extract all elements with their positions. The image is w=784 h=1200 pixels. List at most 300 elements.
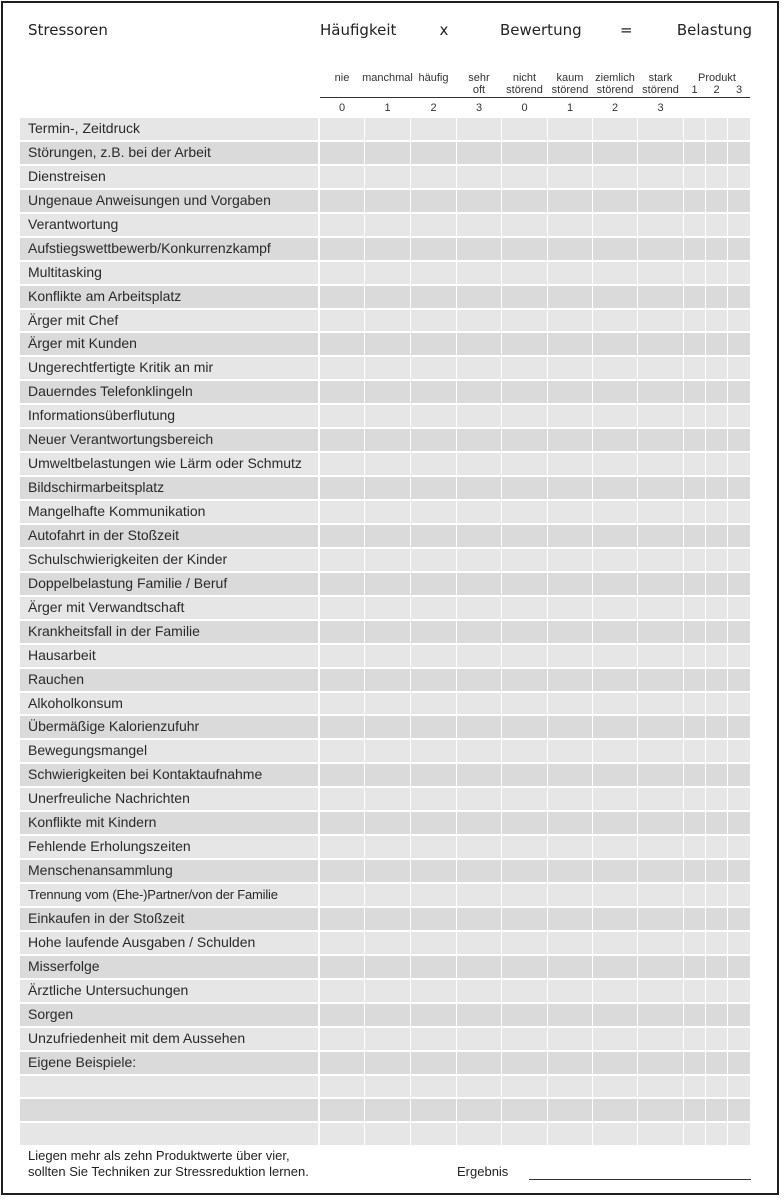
haeufigkeit-cell[interactable]	[457, 477, 501, 499]
haeufigkeit-cell[interactable]	[365, 381, 410, 403]
produkt-cell[interactable]	[728, 597, 750, 619]
haeufigkeit-cell[interactable]	[457, 836, 501, 858]
haeufigkeit-cell[interactable]	[457, 1099, 501, 1121]
bewertung-cell[interactable]	[593, 669, 637, 691]
ergebnis-input-line[interactable]	[529, 1179, 751, 1180]
bewertung-cell[interactable]	[548, 286, 592, 308]
produkt-cell[interactable]	[706, 932, 727, 954]
bewertung-cell[interactable]	[502, 525, 547, 547]
haeufigkeit-cell[interactable]	[411, 357, 456, 379]
haeufigkeit-cell[interactable]	[411, 1076, 456, 1098]
bewertung-cell[interactable]	[593, 1004, 637, 1026]
bewertung-cell[interactable]	[502, 669, 547, 691]
produkt-cell[interactable]	[706, 1004, 727, 1026]
produkt-cell[interactable]	[728, 1004, 750, 1026]
produkt-cell[interactable]	[728, 118, 750, 140]
haeufigkeit-cell[interactable]	[320, 333, 364, 355]
haeufigkeit-cell[interactable]	[411, 333, 456, 355]
haeufigkeit-cell[interactable]	[320, 381, 364, 403]
bewertung-cell[interactable]	[593, 597, 637, 619]
bewertung-cell[interactable]	[593, 573, 637, 595]
bewertung-cell[interactable]	[548, 525, 592, 547]
haeufigkeit-cell[interactable]	[457, 1076, 501, 1098]
bewertung-cell[interactable]	[548, 357, 592, 379]
haeufigkeit-cell[interactable]	[320, 860, 364, 882]
bewertung-cell[interactable]	[548, 693, 592, 715]
bewertung-cell[interactable]	[638, 357, 683, 379]
haeufigkeit-cell[interactable]	[320, 118, 364, 140]
produkt-cell[interactable]	[684, 597, 705, 619]
produkt-cell[interactable]	[684, 1076, 705, 1098]
haeufigkeit-cell[interactable]	[411, 812, 456, 834]
bewertung-cell[interactable]	[502, 956, 547, 978]
bewertung-cell[interactable]	[502, 190, 547, 212]
haeufigkeit-cell[interactable]	[365, 214, 410, 236]
bewertung-cell[interactable]	[638, 142, 683, 164]
haeufigkeit-cell[interactable]	[411, 788, 456, 810]
haeufigkeit-cell[interactable]	[320, 1099, 364, 1121]
bewertung-cell[interactable]	[502, 1028, 547, 1050]
produkt-cell[interactable]	[684, 477, 705, 499]
haeufigkeit-cell[interactable]	[365, 1028, 410, 1050]
bewertung-cell[interactable]	[593, 357, 637, 379]
bewertung-cell[interactable]	[548, 1099, 592, 1121]
haeufigkeit-cell[interactable]	[411, 190, 456, 212]
haeufigkeit-cell[interactable]	[365, 956, 410, 978]
haeufigkeit-cell[interactable]	[365, 286, 410, 308]
bewertung-cell[interactable]	[593, 884, 637, 906]
haeufigkeit-cell[interactable]	[457, 621, 501, 643]
produkt-cell[interactable]	[684, 549, 705, 571]
haeufigkeit-cell[interactable]	[365, 1004, 410, 1026]
bewertung-cell[interactable]	[593, 908, 637, 930]
haeufigkeit-cell[interactable]	[320, 908, 364, 930]
haeufigkeit-cell[interactable]	[411, 764, 456, 786]
produkt-cell[interactable]	[728, 908, 750, 930]
bewertung-cell[interactable]	[548, 764, 592, 786]
produkt-cell[interactable]	[706, 310, 727, 332]
haeufigkeit-cell[interactable]	[457, 788, 501, 810]
haeufigkeit-cell[interactable]	[411, 621, 456, 643]
haeufigkeit-cell[interactable]	[457, 166, 501, 188]
haeufigkeit-cell[interactable]	[365, 980, 410, 1002]
produkt-cell[interactable]	[706, 980, 727, 1002]
produkt-cell[interactable]	[684, 812, 705, 834]
produkt-cell[interactable]	[728, 405, 750, 427]
produkt-cell[interactable]	[684, 286, 705, 308]
bewertung-cell[interactable]	[502, 453, 547, 475]
haeufigkeit-cell[interactable]	[320, 980, 364, 1002]
haeufigkeit-cell[interactable]	[320, 932, 364, 954]
bewertung-cell[interactable]	[502, 908, 547, 930]
haeufigkeit-cell[interactable]	[365, 693, 410, 715]
haeufigkeit-cell[interactable]	[320, 286, 364, 308]
bewertung-cell[interactable]	[548, 884, 592, 906]
haeufigkeit-cell[interactable]	[457, 238, 501, 260]
produkt-cell[interactable]	[706, 740, 727, 762]
produkt-cell[interactable]	[706, 908, 727, 930]
produkt-cell[interactable]	[728, 884, 750, 906]
haeufigkeit-cell[interactable]	[320, 501, 364, 523]
haeufigkeit-cell[interactable]	[365, 836, 410, 858]
haeufigkeit-cell[interactable]	[365, 310, 410, 332]
produkt-cell[interactable]	[684, 1052, 705, 1074]
bewertung-cell[interactable]	[548, 477, 592, 499]
bewertung-cell[interactable]	[548, 956, 592, 978]
haeufigkeit-cell[interactable]	[411, 238, 456, 260]
haeufigkeit-cell[interactable]	[365, 740, 410, 762]
haeufigkeit-cell[interactable]	[320, 405, 364, 427]
produkt-cell[interactable]	[706, 693, 727, 715]
haeufigkeit-cell[interactable]	[411, 860, 456, 882]
haeufigkeit-cell[interactable]	[320, 764, 364, 786]
haeufigkeit-cell[interactable]	[365, 1052, 410, 1074]
bewertung-cell[interactable]	[502, 884, 547, 906]
haeufigkeit-cell[interactable]	[411, 142, 456, 164]
bewertung-cell[interactable]	[593, 549, 637, 571]
haeufigkeit-cell[interactable]	[365, 238, 410, 260]
haeufigkeit-cell[interactable]	[320, 1076, 364, 1098]
haeufigkeit-cell[interactable]	[320, 453, 364, 475]
produkt-cell[interactable]	[728, 645, 750, 667]
bewertung-cell[interactable]	[593, 214, 637, 236]
haeufigkeit-cell[interactable]	[320, 357, 364, 379]
haeufigkeit-cell[interactable]	[320, 884, 364, 906]
haeufigkeit-cell[interactable]	[365, 262, 410, 284]
haeufigkeit-cell[interactable]	[457, 333, 501, 355]
haeufigkeit-cell[interactable]	[365, 405, 410, 427]
haeufigkeit-cell[interactable]	[411, 1099, 456, 1121]
haeufigkeit-cell[interactable]	[320, 716, 364, 738]
haeufigkeit-cell[interactable]	[320, 597, 364, 619]
produkt-cell[interactable]	[728, 333, 750, 355]
bewertung-cell[interactable]	[638, 860, 683, 882]
produkt-cell[interactable]	[706, 1028, 727, 1050]
haeufigkeit-cell[interactable]	[365, 621, 410, 643]
produkt-cell[interactable]	[728, 190, 750, 212]
haeufigkeit-cell[interactable]	[365, 908, 410, 930]
produkt-cell[interactable]	[728, 501, 750, 523]
bewertung-cell[interactable]	[502, 1099, 547, 1121]
produkt-cell[interactable]	[684, 118, 705, 140]
produkt-cell[interactable]	[684, 908, 705, 930]
haeufigkeit-cell[interactable]	[320, 573, 364, 595]
produkt-cell[interactable]	[706, 597, 727, 619]
haeufigkeit-cell[interactable]	[457, 262, 501, 284]
bewertung-cell[interactable]	[638, 405, 683, 427]
produkt-cell[interactable]	[706, 836, 727, 858]
bewertung-cell[interactable]	[548, 166, 592, 188]
produkt-cell[interactable]	[728, 932, 750, 954]
bewertung-cell[interactable]	[638, 1099, 683, 1121]
haeufigkeit-cell[interactable]	[365, 166, 410, 188]
produkt-cell[interactable]	[728, 1123, 750, 1145]
haeufigkeit-cell[interactable]	[365, 477, 410, 499]
bewertung-cell[interactable]	[548, 190, 592, 212]
bewertung-cell[interactable]	[502, 716, 547, 738]
produkt-cell[interactable]	[706, 405, 727, 427]
bewertung-cell[interactable]	[593, 788, 637, 810]
produkt-cell[interactable]	[706, 525, 727, 547]
bewertung-cell[interactable]	[638, 812, 683, 834]
haeufigkeit-cell[interactable]	[320, 214, 364, 236]
produkt-cell[interactable]	[706, 788, 727, 810]
haeufigkeit-cell[interactable]	[457, 645, 501, 667]
haeufigkeit-cell[interactable]	[320, 525, 364, 547]
haeufigkeit-cell[interactable]	[320, 166, 364, 188]
haeufigkeit-cell[interactable]	[411, 693, 456, 715]
haeufigkeit-cell[interactable]	[411, 1123, 456, 1145]
haeufigkeit-cell[interactable]	[411, 884, 456, 906]
haeufigkeit-cell[interactable]	[365, 1099, 410, 1121]
bewertung-cell[interactable]	[502, 381, 547, 403]
haeufigkeit-cell[interactable]	[457, 573, 501, 595]
bewertung-cell[interactable]	[593, 1076, 637, 1098]
haeufigkeit-cell[interactable]	[320, 669, 364, 691]
haeufigkeit-cell[interactable]	[457, 669, 501, 691]
produkt-cell[interactable]	[706, 549, 727, 571]
produkt-cell[interactable]	[728, 956, 750, 978]
bewertung-cell[interactable]	[593, 740, 637, 762]
bewertung-cell[interactable]	[548, 1028, 592, 1050]
produkt-cell[interactable]	[728, 286, 750, 308]
bewertung-cell[interactable]	[502, 333, 547, 355]
produkt-cell[interactable]	[684, 669, 705, 691]
haeufigkeit-cell[interactable]	[411, 1028, 456, 1050]
bewertung-cell[interactable]	[593, 118, 637, 140]
haeufigkeit-cell[interactable]	[320, 262, 364, 284]
bewertung-cell[interactable]	[638, 980, 683, 1002]
bewertung-cell[interactable]	[593, 310, 637, 332]
produkt-cell[interactable]	[706, 214, 727, 236]
haeufigkeit-cell[interactable]	[411, 597, 456, 619]
produkt-cell[interactable]	[728, 525, 750, 547]
haeufigkeit-cell[interactable]	[365, 764, 410, 786]
bewertung-cell[interactable]	[548, 214, 592, 236]
produkt-cell[interactable]	[684, 142, 705, 164]
haeufigkeit-cell[interactable]	[365, 118, 410, 140]
haeufigkeit-cell[interactable]	[457, 1004, 501, 1026]
haeufigkeit-cell[interactable]	[365, 932, 410, 954]
bewertung-cell[interactable]	[638, 1052, 683, 1074]
haeufigkeit-cell[interactable]	[457, 381, 501, 403]
produkt-cell[interactable]	[706, 190, 727, 212]
haeufigkeit-cell[interactable]	[365, 669, 410, 691]
bewertung-cell[interactable]	[593, 405, 637, 427]
bewertung-cell[interactable]	[548, 262, 592, 284]
bewertung-cell[interactable]	[638, 669, 683, 691]
haeufigkeit-cell[interactable]	[320, 429, 364, 451]
haeufigkeit-cell[interactable]	[411, 1004, 456, 1026]
produkt-cell[interactable]	[684, 381, 705, 403]
produkt-cell[interactable]	[728, 860, 750, 882]
haeufigkeit-cell[interactable]	[411, 645, 456, 667]
bewertung-cell[interactable]	[502, 286, 547, 308]
bewertung-cell[interactable]	[502, 764, 547, 786]
haeufigkeit-cell[interactable]	[457, 908, 501, 930]
bewertung-cell[interactable]	[548, 549, 592, 571]
produkt-cell[interactable]	[706, 357, 727, 379]
produkt-cell[interactable]	[706, 501, 727, 523]
produkt-cell[interactable]	[684, 333, 705, 355]
produkt-cell[interactable]	[684, 214, 705, 236]
haeufigkeit-cell[interactable]	[411, 908, 456, 930]
bewertung-cell[interactable]	[548, 238, 592, 260]
haeufigkeit-cell[interactable]	[411, 166, 456, 188]
haeufigkeit-cell[interactable]	[320, 238, 364, 260]
haeufigkeit-cell[interactable]	[411, 118, 456, 140]
produkt-cell[interactable]	[728, 788, 750, 810]
haeufigkeit-cell[interactable]	[457, 501, 501, 523]
bewertung-cell[interactable]	[502, 645, 547, 667]
produkt-cell[interactable]	[706, 860, 727, 882]
produkt-cell[interactable]	[684, 1004, 705, 1026]
bewertung-cell[interactable]	[548, 908, 592, 930]
haeufigkeit-cell[interactable]	[320, 812, 364, 834]
bewertung-cell[interactable]	[593, 860, 637, 882]
haeufigkeit-cell[interactable]	[411, 477, 456, 499]
produkt-cell[interactable]	[728, 980, 750, 1002]
bewertung-cell[interactable]	[638, 286, 683, 308]
produkt-cell[interactable]	[684, 501, 705, 523]
bewertung-cell[interactable]	[593, 477, 637, 499]
haeufigkeit-cell[interactable]	[411, 429, 456, 451]
bewertung-cell[interactable]	[593, 190, 637, 212]
bewertung-cell[interactable]	[638, 573, 683, 595]
produkt-cell[interactable]	[728, 310, 750, 332]
bewertung-cell[interactable]	[548, 812, 592, 834]
haeufigkeit-cell[interactable]	[320, 477, 364, 499]
haeufigkeit-cell[interactable]	[457, 693, 501, 715]
bewertung-cell[interactable]	[502, 405, 547, 427]
bewertung-cell[interactable]	[638, 740, 683, 762]
bewertung-cell[interactable]	[638, 1004, 683, 1026]
haeufigkeit-cell[interactable]	[457, 956, 501, 978]
produkt-cell[interactable]	[684, 956, 705, 978]
produkt-cell[interactable]	[728, 693, 750, 715]
bewertung-cell[interactable]	[638, 645, 683, 667]
bewertung-cell[interactable]	[593, 1028, 637, 1050]
bewertung-cell[interactable]	[593, 333, 637, 355]
haeufigkeit-cell[interactable]	[365, 429, 410, 451]
haeufigkeit-cell[interactable]	[457, 214, 501, 236]
bewertung-cell[interactable]	[638, 501, 683, 523]
bewertung-cell[interactable]	[593, 501, 637, 523]
bewertung-cell[interactable]	[638, 908, 683, 930]
produkt-cell[interactable]	[728, 1076, 750, 1098]
produkt-cell[interactable]	[728, 429, 750, 451]
bewertung-cell[interactable]	[593, 836, 637, 858]
bewertung-cell[interactable]	[638, 1123, 683, 1145]
bewertung-cell[interactable]	[548, 405, 592, 427]
haeufigkeit-cell[interactable]	[365, 549, 410, 571]
haeufigkeit-cell[interactable]	[457, 142, 501, 164]
haeufigkeit-cell[interactable]	[457, 1028, 501, 1050]
bewertung-cell[interactable]	[638, 1028, 683, 1050]
bewertung-cell[interactable]	[638, 333, 683, 355]
bewertung-cell[interactable]	[548, 118, 592, 140]
produkt-cell[interactable]	[728, 812, 750, 834]
produkt-cell[interactable]	[706, 381, 727, 403]
produkt-cell[interactable]	[706, 1052, 727, 1074]
bewertung-cell[interactable]	[548, 716, 592, 738]
produkt-cell[interactable]	[706, 1123, 727, 1145]
haeufigkeit-cell[interactable]	[457, 1052, 501, 1074]
bewertung-cell[interactable]	[548, 429, 592, 451]
bewertung-cell[interactable]	[638, 597, 683, 619]
bewertung-cell[interactable]	[502, 477, 547, 499]
haeufigkeit-cell[interactable]	[411, 573, 456, 595]
bewertung-cell[interactable]	[638, 214, 683, 236]
bewertung-cell[interactable]	[593, 525, 637, 547]
bewertung-cell[interactable]	[502, 980, 547, 1002]
bewertung-cell[interactable]	[638, 788, 683, 810]
haeufigkeit-cell[interactable]	[411, 262, 456, 284]
bewertung-cell[interactable]	[593, 764, 637, 786]
haeufigkeit-cell[interactable]	[320, 693, 364, 715]
produkt-cell[interactable]	[728, 621, 750, 643]
bewertung-cell[interactable]	[502, 1052, 547, 1074]
bewertung-cell[interactable]	[502, 740, 547, 762]
bewertung-cell[interactable]	[593, 716, 637, 738]
bewertung-cell[interactable]	[548, 453, 592, 475]
haeufigkeit-cell[interactable]	[320, 190, 364, 212]
bewertung-cell[interactable]	[593, 142, 637, 164]
produkt-cell[interactable]	[728, 262, 750, 284]
produkt-cell[interactable]	[706, 645, 727, 667]
produkt-cell[interactable]	[728, 549, 750, 571]
produkt-cell[interactable]	[706, 669, 727, 691]
bewertung-cell[interactable]	[593, 429, 637, 451]
produkt-cell[interactable]	[728, 1099, 750, 1121]
produkt-cell[interactable]	[728, 214, 750, 236]
bewertung-cell[interactable]	[638, 836, 683, 858]
haeufigkeit-cell[interactable]	[457, 812, 501, 834]
haeufigkeit-cell[interactable]	[411, 1052, 456, 1074]
produkt-cell[interactable]	[706, 573, 727, 595]
bewertung-cell[interactable]	[548, 980, 592, 1002]
haeufigkeit-cell[interactable]	[457, 453, 501, 475]
haeufigkeit-cell[interactable]	[365, 333, 410, 355]
bewertung-cell[interactable]	[502, 142, 547, 164]
produkt-cell[interactable]	[728, 381, 750, 403]
produkt-cell[interactable]	[706, 884, 727, 906]
produkt-cell[interactable]	[684, 693, 705, 715]
produkt-cell[interactable]	[684, 932, 705, 954]
bewertung-cell[interactable]	[502, 238, 547, 260]
bewertung-cell[interactable]	[638, 429, 683, 451]
bewertung-cell[interactable]	[502, 836, 547, 858]
haeufigkeit-cell[interactable]	[457, 310, 501, 332]
bewertung-cell[interactable]	[548, 621, 592, 643]
produkt-cell[interactable]	[684, 573, 705, 595]
haeufigkeit-cell[interactable]	[365, 812, 410, 834]
bewertung-cell[interactable]	[548, 597, 592, 619]
produkt-cell[interactable]	[728, 573, 750, 595]
haeufigkeit-cell[interactable]	[365, 788, 410, 810]
bewertung-cell[interactable]	[638, 525, 683, 547]
bewertung-cell[interactable]	[502, 932, 547, 954]
haeufigkeit-cell[interactable]	[457, 525, 501, 547]
bewertung-cell[interactable]	[638, 190, 683, 212]
bewertung-cell[interactable]	[502, 118, 547, 140]
bewertung-cell[interactable]	[638, 716, 683, 738]
haeufigkeit-cell[interactable]	[365, 501, 410, 523]
bewertung-cell[interactable]	[548, 573, 592, 595]
produkt-cell[interactable]	[706, 453, 727, 475]
bewertung-cell[interactable]	[638, 1076, 683, 1098]
haeufigkeit-cell[interactable]	[365, 597, 410, 619]
